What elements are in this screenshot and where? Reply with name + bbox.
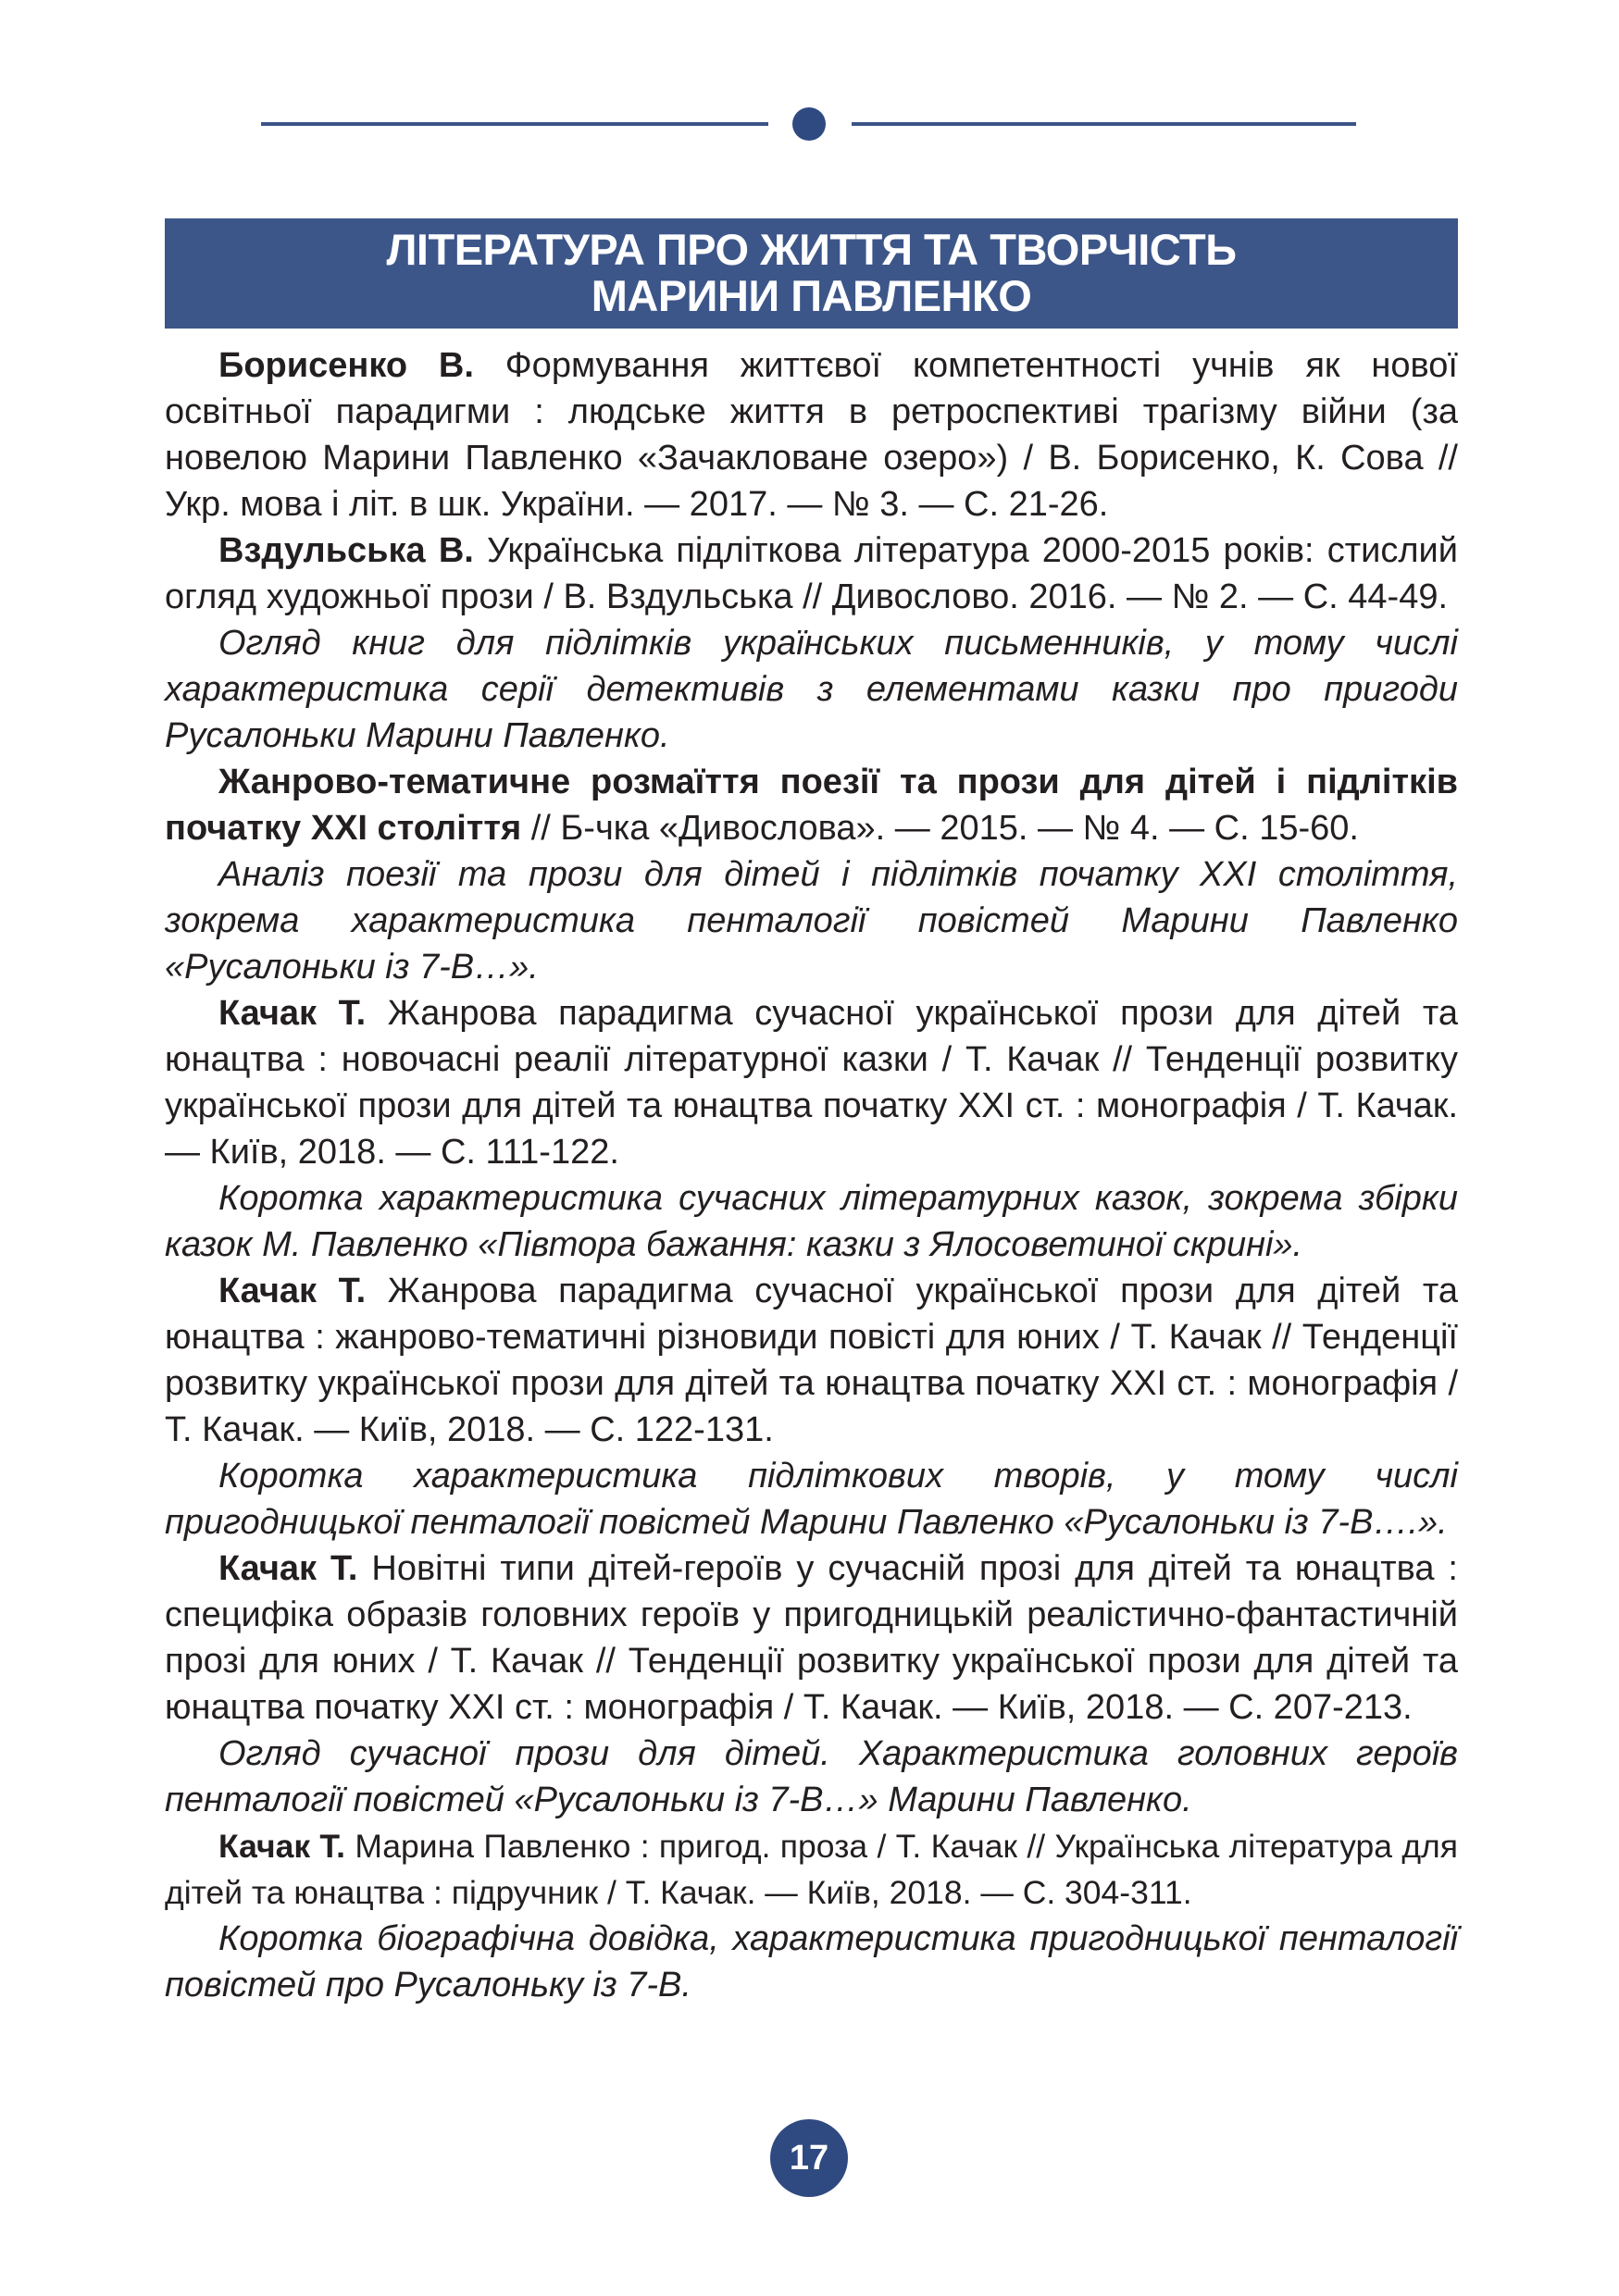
bibliography-entry	[165, 527, 1458, 620]
entry-annotation: Огляд книг для підлітків українських письменників, у тому числі характеристика серії детективів з елементами казки про пригоди Русалоньки Марини Павленко.	[165, 624, 1458, 755]
entry-annotation: Огляд сучасної прози для дітей. Характеристика головних героїв пенталогії повістей «Русалоньки із 7-В…» Марини Павленко.	[165, 1734, 1458, 1819]
entry-text: Новітні типи дітей-героїв у сучасній прозі для дітей та юнацтва : специфіка образів головних героїв у пригодницькій реалістично-фантастичній прозі для юних / Т. Качак // Тенденції розвитку української прози для дітей та юнацтва початку ХХІ ст. : монографія / Т. Качак. — Київ, 2018. — С. 207-213.	[165, 1549, 1458, 1727]
entry-author: Борисенко В.	[218, 346, 474, 385]
bibliography-entry	[165, 1545, 1458, 1731]
section-title-line-1: ЛІТЕРАТУРА ПРО ЖИТТЯ ТА ТВОРЧІСТЬ	[386, 225, 1237, 274]
entry-annotation: Аналіз поезії та прози для дітей і підлітків початку ХХІ століття, зокрема характеристика пенталогії повістей Марини Павленко «Русалоньки із 7-В…».	[165, 855, 1458, 987]
bibliography-entry	[165, 759, 1458, 851]
entry-author: Качак Т.	[218, 994, 367, 1033]
entry-author: Качак Т.	[218, 1828, 345, 1865]
top-ornament-dot	[792, 107, 826, 141]
bibliography-entry	[165, 342, 1458, 527]
entry-text: Українська підліткова література 2000-2015 років: стислий огляд художньої прози / В. Вздульська // Дивослово. 2016. — № 2. — С. 44-49.	[165, 531, 1458, 616]
entry-text: Жанрова парадигма сучасної української прози для дітей та юнацтва : жанрово-тематичні різновиди повісті для юних / Т. Качак // Тенденції розвитку української прози для дітей та юнацтва початку ХХІ ст. : монографія / Т. Качак. — Київ, 2018. — С. 122-131.	[165, 1272, 1458, 1449]
entry-author: Качак Т.	[218, 1272, 367, 1310]
top-rule-left	[261, 122, 768, 126]
entry-annotation: Коротка біографічна довідка, характеристика пригодницької пенталогії повістей про Русалоньку із 7-В.	[165, 1919, 1458, 2004]
entry-annotation: Коротка характеристика сучасних літературних казок, зокрема збірки казок М. Павленко «Півтора бажання: казки з Ялосоветиної скрині».	[165, 1179, 1458, 1264]
entry-author: Качак Т.	[218, 1549, 358, 1588]
top-rule-right	[852, 122, 1356, 126]
entry-text: Формування життєвої компетентності учнів як нової освітньої парадигми : людське життя в ретроспективі трагізму війни (за новелою Марини Павленко «Зачакловане озеро») / В. Борисенко, К. Сова // Укр. мова і літ. в шк. України. — 2017. — № 3. — С. 21-26.	[165, 346, 1458, 524]
section-title	[165, 218, 1458, 329]
entry-title: Жанрово-тематичне розмаїття поезії та прози для дітей і підлітків початку ХХІ століття	[165, 763, 1458, 848]
entry-text: Марина Павленко : пригод. проза / Т. Качак // Українська література для дітей та юнацтва : підручник / Т. Качак. — Київ, 2018. — С. 304-311.	[165, 1828, 1458, 1911]
bibliography-entry	[165, 990, 1458, 1175]
entry-annotation: Коротка характеристика підліткових творів, у тому числі пригодницької пенталогії повістей Марини Павленко «Русалоньки із 7-В….».	[165, 1457, 1458, 1542]
bibliography-entry	[165, 1268, 1458, 1453]
section-title-line-2: МАРИНИ ПАВЛЕНКО	[591, 271, 1032, 320]
bibliography-list	[165, 342, 1458, 2008]
entry-text: // Б-чка «Дивослова». — 2015. — № 4. — С. 15-60.	[521, 809, 1359, 848]
entry-text: Жанрова парадигма сучасної української прози для дітей та юнацтва : новочасні реалії літературної казки / Т. Качак // Тенденції розвитку української прози для дітей та юнацтва початку ХХІ ст. : монографія / Т. Качак. — Київ, 2018. — С. 111-122.	[165, 994, 1458, 1172]
bibliography-entry	[165, 1823, 1458, 1916]
entry-author: Вздульська В.	[218, 531, 474, 570]
page-number-badge: 17	[770, 2119, 848, 2197]
